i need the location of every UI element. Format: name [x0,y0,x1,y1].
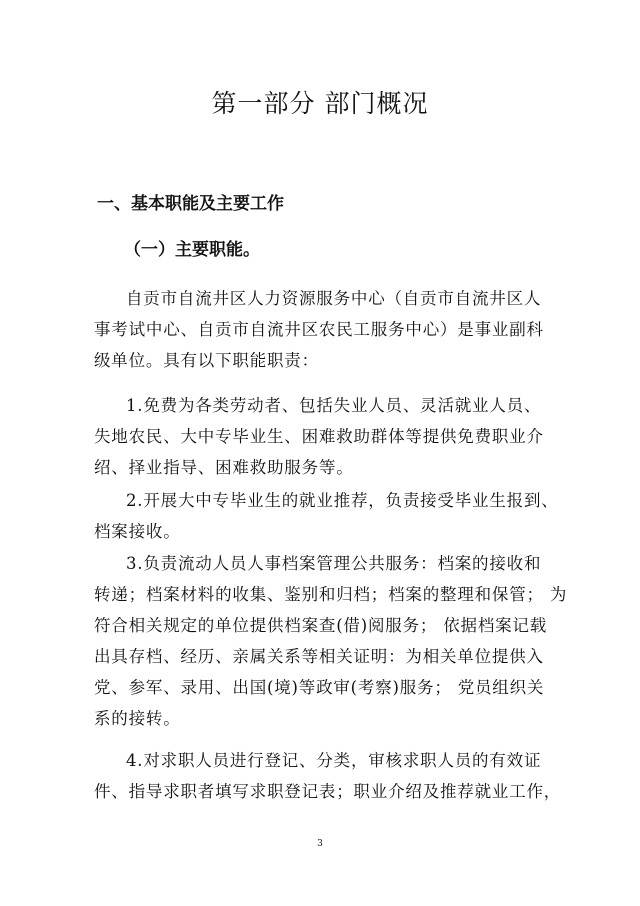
page-title: 第一部分 部门概况 [211,89,429,118]
section-subheading: （一）主要职能。 [124,240,260,260]
section-heading: 一、基本职能及主要工作 [97,194,284,214]
paragraph-item-1 [94,390,554,483]
paragraph-intro [94,283,554,376]
paragraph-line: 1.免费为各类劳动者、包括失业人员、灵活就业人员、 [126,396,542,415]
paragraph-item-3 [94,548,568,734]
paragraph-line: 事考试中心、自贡市自流井区农民工服务中心）是事业副科 [94,320,544,339]
paragraph-line: 件、指导求职者填写求职登记表；职业介绍及推荐就业工作， [94,782,562,801]
paragraph-line: 出具存档、经历、亲属关系等相关证明：为相关单位提供入 [94,647,544,666]
paragraph-item-4 [94,745,562,807]
paragraph-line: 符合相关规定的单位提供档案查(借)阅服务； 依据档案记载 [94,616,548,635]
paragraph-line: 党、参军、录用、出国(境)等政审(考察)服务； 党员组织关 [94,678,545,697]
paragraph-line: 级单位。具有以下职能职责： [94,351,319,370]
paragraph-line: 2.开展大中专毕业生的就业推荐，负责接受毕业生报到、 [126,491,559,510]
paragraph-line: 失地农民、大中专毕业生、困难救助群体等提供免费职业介 [94,427,544,446]
paragraph-line: 档案接收。 [94,522,181,541]
paragraph-line: 3.负责流动人员人事档案管理公共服务：档案的接收和 [126,554,542,573]
paragraph-line: 绍、择业指导、困难救助服务等。 [94,458,354,477]
page-number: 3 [317,839,323,849]
paragraph-line: 4.对求职人员进行登记、分类，审核求职人员的有效证 [126,751,542,770]
paragraph-line: 转递；档案材料的收集、鉴别和归档；档案的整理和保管； 为 [94,585,568,604]
paragraph-item-2 [94,485,559,547]
paragraph-line: 系的接转。 [94,709,181,728]
paragraph-line: 自贡市自流井区人力资源服务中心（自贡市自流井区人 [126,289,542,308]
